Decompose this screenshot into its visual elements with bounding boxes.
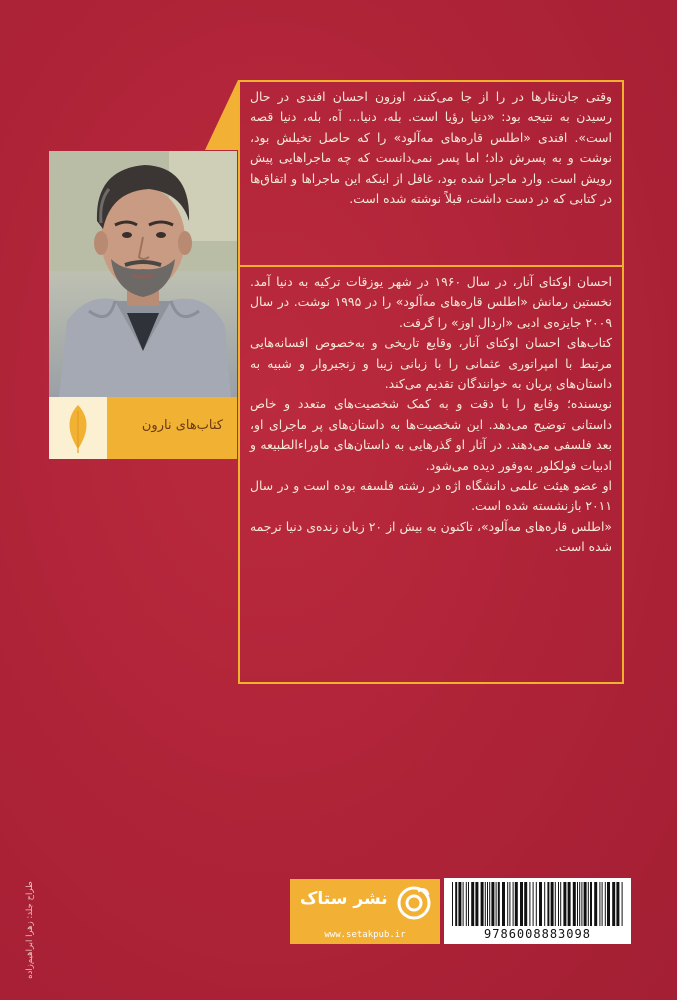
- frame-corner-triangle: [205, 80, 238, 150]
- publisher-logo-icon: [396, 885, 432, 921]
- publisher-url: www.setakpub.ir: [324, 930, 406, 940]
- isbn-number: 9786008883098: [484, 927, 591, 941]
- bio-paragraph: «اطلس قاره‌های مه‌آلود»، تاکنون به بیش از ۲۰ زبان زنده‌ی دنیا ترجمه شده است.: [250, 518, 612, 555]
- designer-credit: [23, 870, 37, 990]
- designer-credit-text: طراح جلد: زهرا ابراهیم‌زاده: [25, 881, 35, 979]
- bio-paragraph: کتاب‌های احسان اوکتای آنار، وقایع تاریخی و به‌خصوص افسانه‌هایی مرتبط با امپراتوری عثمانی را با زبانی زیبا و زنجیروار و شبیه به داستان‌های پریان به خوانندگان تقدیم می‌کند.: [250, 335, 612, 392]
- blurb-text: وقتی جان‌نثارها در را از جا می‌کنند، اوزون احسان افندی در حال رسیدن به نتیجه بود: «دنیا رؤیا است. بله، دنیا... آه، بله، دنیا قصه است». افندی «اطلس قاره‌های مه‌آلود» را که حاصل تخیلش بود، نوشت و به پسرش داد؛ اما پسر نمی‌دانست که چه ماجراهایی پیش رویش است. وارد ماجرا شده بود، غافل از اینکه این ماجراها و اتفاق‌ها در کتابی که در دست داشت، قبلاً نوشته شده است.: [250, 89, 612, 207]
- author-photo: [49, 151, 237, 397]
- series-label: کتاب‌های نارون: [141, 418, 223, 433]
- publisher-name: نشر ستاک: [300, 889, 388, 909]
- bio-paragraph: نویسنده؛ وقایع را با دقت و به کمک شخصیت‌های متعدد و خاص داستانی توضیح می‌دهد. این شخصیت‌ها به داستان‌های پر ماجرای او، بعد فلسفی می‌دهند. در آثار او گذرهایی به داستان‌های ماوراءالطبیعه و ادبیات فولکلور به‌وفور دیده می‌شود.: [250, 396, 612, 473]
- barcode-bars-icon: [450, 882, 625, 926]
- isbn-barcode: [444, 878, 631, 944]
- leaf-logo-icon: [49, 397, 107, 459]
- bio-paragraph: او عضو هیئت علمی دانشگاه اژه در رشته فلسفه بوده است و در سال ۲۰۱۱ بازنشسته شده است.: [250, 478, 612, 514]
- author-bio: [250, 272, 612, 558]
- blurb-paragraph: [250, 87, 612, 209]
- blurb-frame: [238, 80, 624, 684]
- bio-paragraph: احسان اوکتای آنار، در سال ۱۹۶۰ در شهر یوزقات ترکیه به دنیا آمد. نخستین رمانش «اطلس قاره‌های مه‌آلود» را در ۱۹۹۵ نوشت. در سال ۲۰۰۹ جایزه‌ی ادبی «اردال اوز» را گرفت.: [250, 274, 613, 330]
- series-band: [49, 397, 237, 459]
- frame-divider: [240, 265, 622, 267]
